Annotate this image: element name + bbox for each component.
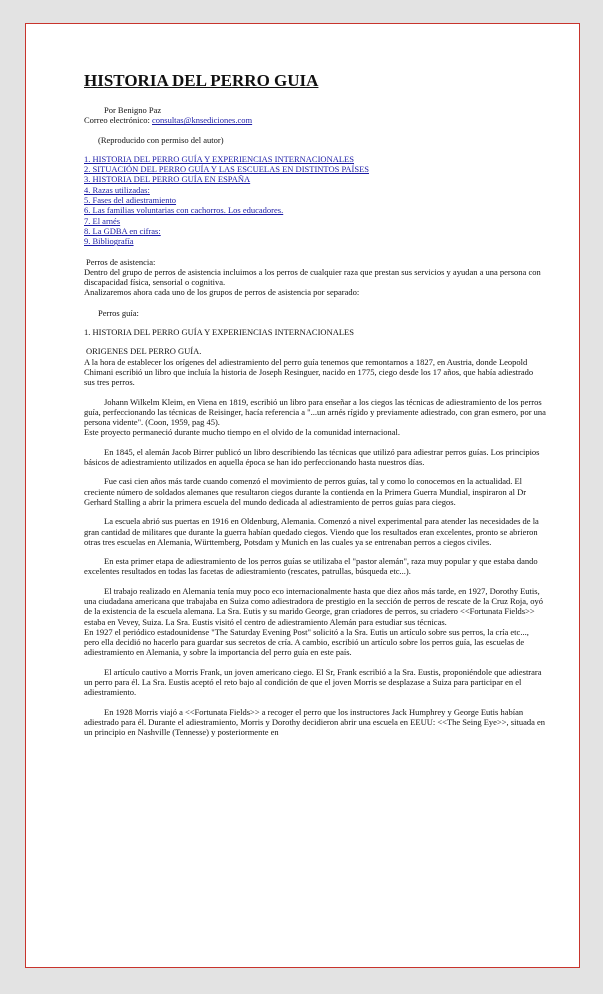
toc-item[interactable] (84, 236, 546, 246)
toc-item[interactable] (84, 185, 546, 195)
page-title: HISTORIA DEL PERRO GUIA (84, 71, 319, 90)
paragraph-4: En 1845, el alemán Jacob Birrer publicó un libro describiendo las técnicas que utilizó para adiestrar perros guías. Los principios básicos de adiestramiento utilizados en aquella época se han ido perfeccionando hasta nuestros días. (84, 446, 540, 468)
toc-link-6[interactable]: 6. Las familias voluntarias con cachorros. Los educadores. (84, 205, 284, 216)
paragraph-3: Este proyecto permaneció durante mucho tiempo en el olvido de la comunidad internacional. (84, 427, 401, 438)
paragraph-8: El trabajo realizado en Alemania tenía muy poco eco internacionalmente hasta que diez años más tarde, en 1927, Dorothy Eutis, una ciudadana americana que trabajaba en Suiza como adiestradora de prestigio en la sección de perros de rescate de la Cruz Roja, oyó de la existencia de la escuela alemana. La Sra. Eutis y su marido George, gran criadores de perros, su criadero <<Fortunata Fields>> estaba en Vevey, Suiza. La Sra. Eustis visitó el centro de adiestramiento Alemán para estudiar sus técnicas. (84, 585, 544, 627)
toc-link-2[interactable]: 2. SITUACIÓN DEL PERRO GUÍA Y LAS ESCUELAS EN DISTINTOS PAÍSES (84, 164, 370, 175)
paragraph-8-block (84, 586, 546, 658)
email-label: Correo electrónico: (84, 115, 150, 126)
toc-link-7[interactable]: 7. El arnés (84, 215, 121, 226)
toc-item[interactable] (84, 226, 546, 236)
origins-block (84, 346, 546, 387)
section-1-title: 1. HISTORIA DEL PERRO GUÍA Y EXPERIENCIAS INTERNACIONALES (84, 327, 354, 338)
permission-note (84, 135, 546, 145)
toc-item[interactable] (84, 164, 546, 174)
toc-item[interactable] (84, 154, 546, 164)
paragraph-5: Fue casi cien años más tarde cuando comenzó el movimiento de perros guías, tal y como lo conocemos en la actualidad. El creciente número de soldados alemanes que resultaron ciegos durante la contienda en la Primera Guerra Mundial, inspiraron al Dr Gerhard Stalling a abrir la primera escuela del mundo dedicada al adiestramiento de perros guías para ciegos. (84, 476, 527, 507)
author-line: Por Benigno Paz (104, 105, 162, 115)
paragraph-7: En esta primer etapa de adiestramiento de los perros guías se utilizaba el "pastor alemán", raza muy popular y que estaba dando excelentes resultados en todas las facetas de adiestramiento (rescates, patrullas, búsqueda etc...). (84, 556, 538, 577)
paragraph-6: La escuela abrió sus puertas en 1916 en Oldenburg, Alemania. Comenzó a nivel experimental para atender las necesidades de la gran cantidad de militares que durante la guerra habían quedado ciegos. Viendo que los resultados eran excelentes, pronto se abrieron otras tres escuelas en Alemania, Württemberg, Potsdam y Munich en las cuales ya se entrenaban perros a ciegos civiles. (84, 516, 539, 547)
toc-item[interactable] (84, 216, 546, 226)
paragraph-2-block (84, 397, 546, 438)
paragraph-2: Johann Wilkelm Kleim, en Viena en 1819, escribió un libro para enseñar a los ciegos las técnicas de adiestramiento de los perros guía, perfeccionando las técnicas de Reisinger, hacía referencia a "...un arnés rígido y previamente adiestrado, con gran esmero, por una persona vidente". (Coon, 1959, pag 45). (84, 396, 546, 428)
guide-dogs-text: Perros guía: (98, 307, 139, 318)
permission-text: (Reproducido con permiso del autor) (98, 134, 224, 145)
toc-item[interactable] (84, 205, 546, 215)
intro-text: Dentro del grupo de perros de asistencia incluimos a los perros de cualquier raza que prestan sus servicios y ayudan a una persona con discapacidad física, sensorial o cognitiva. (84, 266, 541, 288)
toc-link-1[interactable]: 1. HISTORIA DEL PERRO GUÍA Y EXPERIENCIAS INTERNACIONALES (84, 153, 354, 164)
origins-heading: ORIGENES DEL PERRO GUÍA. (86, 346, 202, 357)
author-block (84, 105, 546, 126)
paragraph-1: A la hora de establecer los orígenes del adiestramiento del perro guía tenemos que remontarnos a 1827, en Austria, donde Leopold Chimani escribió un libro que incluía la historia de Joseph Resinguer, nacido en 1775, ciego desde los 17 años, que había adiestrado sus tres perros. (84, 356, 534, 388)
email-link[interactable]: consultas@knsediciones.com (151, 115, 253, 126)
paragraph-10: El artículo cautivo a Morris Frank, un joven americano ciego. El Sr, Frank escribió a la Sra. Eustis, proponiéndole que adiestrara un perro para él. La Sra. Eustis aceptó el reto bajo al condición de que el joven Morris se desplazase a Suiza para participar en el adiestramiento. (84, 666, 542, 698)
toc-item[interactable] (84, 195, 546, 205)
paragraph-11: En 1928 Morris viajó a <<Fortunata Fields>> a recoger el perro que los instructores Jack Humphrey y George Eutis habían adiestrado para él. Durante el adiestramiento, Morris y Dorothy decidieron abrir una escuela en EEUU: <<The Seing Eye>>, situada en un principio en Nashville (Tennesse) y posteriormente en (84, 706, 546, 738)
intro-block (84, 257, 546, 298)
toc-link-9[interactable]: 9. Bibliografía (84, 236, 134, 247)
intro-heading: Perros de asistencia: (86, 256, 156, 267)
paragraph-9: En 1927 el periódico estadounidense "The Saturday Evening Post" solicitó a la Sra. Eutis un artículo sobre sus perros, la cría etc..., pero ella decidió no hacerlo para guardar sus secretos de cría. A cambio, escribió un artículo sobre los perros guía, las escuelas de adiestramiento en Alemania, y sobre la importancia del perro guía en este país. (84, 626, 529, 658)
toc-link-4[interactable]: 4. Razas utilizadas: (84, 184, 150, 195)
toc-item[interactable] (84, 174, 546, 184)
document-content (84, 71, 546, 747)
document-page (25, 23, 580, 968)
toc-link-5[interactable]: 5. Fases del adiestramiento (84, 195, 177, 206)
guide-dogs-label (84, 308, 546, 318)
toc-link-8[interactable]: 8. La GDBA en cifras: (84, 225, 161, 236)
table-of-contents (84, 154, 546, 247)
email-line (84, 115, 546, 125)
toc-link-3[interactable]: 3. HISTORIA DEL PERRO GUÍA EN ESPAÑA (84, 174, 251, 185)
intro-text-2: Analizaremos ahora cada uno de los grupos de perros de asistencia por separado: (84, 287, 360, 298)
